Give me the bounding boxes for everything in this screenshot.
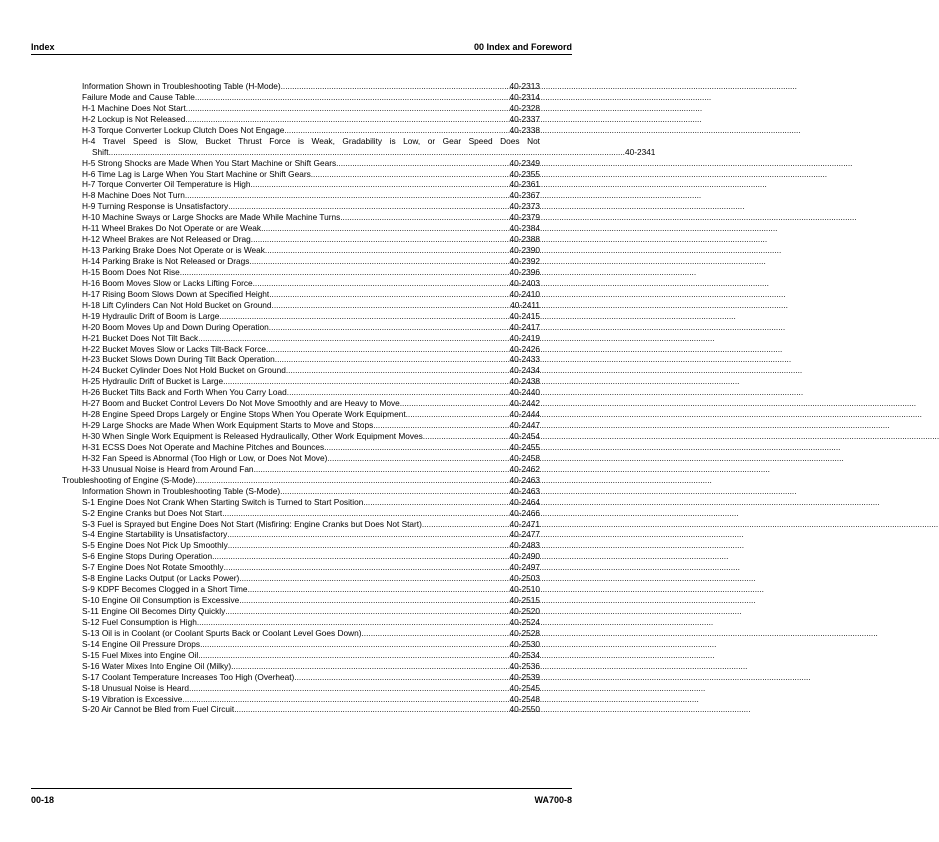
toc-entry-title: H-16 Boom Moves Slow or Lacks Lifting Force [82, 277, 253, 288]
page-footer [31, 795, 572, 805]
toc-entry-page: 40-2471 [509, 518, 540, 529]
dot-leader [198, 650, 509, 661]
toc-entry-page: 40-2341 [624, 146, 656, 157]
toc-entry-page: 40-2539 [509, 671, 540, 682]
dot-leader [286, 365, 510, 376]
toc-entry-page: 40-2379 [509, 212, 540, 223]
dot-leader [281, 81, 510, 92]
toc-entry-page: 40-2466 [509, 507, 540, 518]
toc-entry-page: 40-2520 [509, 606, 540, 616]
dot-leader [231, 661, 509, 672]
toc-entry-page: 40-2434 [509, 365, 540, 376]
toc-entry[interactable] [62, 322, 540, 333]
page-number: 00-18 [31, 795, 55, 805]
toc-entry-page: 40-2490 [509, 551, 540, 562]
toc-entry-title: S-8 Engine Lacks Output (or Lacks Power) [82, 573, 240, 584]
toc-entry-title: H-28 Engine Speed Drops Largely or Engine Stops When You Operate Work Equipment [82, 409, 406, 420]
toc-entry-title: S-7 Engine Does Not Rotate Smoothly [82, 562, 224, 573]
toc-entry-page: 40-2455 [509, 441, 540, 452]
toc-entry-page: 40-2415 [509, 310, 540, 321]
toc-entry-title: Information Shown in Troubleshooting Table (S-Mode) [82, 485, 281, 496]
toc-entry-title: S-19 Vibration is Excessive [82, 693, 183, 704]
toc-entry-title: H-7 Torque Converter Oil Temperature is High [82, 179, 251, 190]
dot-leader [224, 562, 510, 573]
toc-entry-page: 40-2411 [510, 299, 540, 310]
dot-leader [269, 289, 509, 300]
toc-entry-page: 40-2534 [509, 649, 540, 660]
header-chapter-title: 00 Index and Foreword [473, 42, 572, 52]
toc-entry-title: H-11 Wheel Brakes Do Not Operate or are Weak [82, 223, 262, 234]
toc-entry-page: 40-2355 [509, 168, 540, 179]
toc-entry-page: 40-2463 [509, 474, 540, 485]
header-section-title: Index [31, 42, 55, 52]
toc-entry[interactable] [62, 617, 540, 628]
toc-entry-title: S-12 Fuel Consumption is High [82, 616, 197, 627]
toc-entry[interactable] [62, 420, 540, 431]
dot-leader [222, 508, 509, 519]
toc-entry-title: H-30 When Single Work Equipment is Released Hydraulically, Other Work Equipment Moves [82, 431, 423, 441]
toc-entry-page: 40-2447 [509, 420, 540, 431]
toc-entry-page: 40-2497 [509, 562, 540, 573]
toc-entry-title: H-23 Bucket Slows Down During Tilt Back Operation [82, 354, 275, 365]
toc-entry[interactable] [62, 179, 540, 190]
toc-entry[interactable] [62, 584, 540, 595]
dot-leader [195, 92, 510, 103]
toc-entry-page: 40-2530 [509, 638, 540, 649]
toc-entry[interactable] [62, 540, 540, 551]
toc-entry-title: S-11 Engine Oil Becomes Dirty Quickly [82, 606, 226, 616]
toc-entry-title: Information Shown in Troubleshooting Table (H-Mode) [82, 81, 281, 91]
toc-entry[interactable] [62, 135, 656, 158]
toc-entry[interactable] [62, 387, 540, 398]
toc-entry[interactable] [62, 289, 540, 300]
dot-leader [197, 617, 510, 628]
toc-entry-title: S-5 Engine Does Not Pick Up Smoothly [82, 540, 228, 551]
toc-entry[interactable] [62, 497, 540, 508]
toc-entry[interactable] [62, 672, 540, 683]
toc-entry-page: 40-2458 [509, 452, 540, 463]
dot-leader [275, 354, 510, 365]
toc-entry[interactable] [62, 508, 540, 519]
toc-entry-title: H-2 Lockup is Not Released [82, 113, 186, 124]
toc-entry-title: H-32 Fan Speed is Abnormal (Too High or Low, or Does Not Move) [82, 452, 328, 463]
toc-entry-title: S-13 Oil is in Coolant (or Coolant Spurts Back or Coolant Level Goes Down) [82, 627, 362, 638]
toc-entry-page: 40-2454 [509, 431, 540, 441]
dot-leader [261, 223, 509, 234]
toc-entry[interactable] [62, 103, 540, 114]
toc-entry-page: 40-2442 [509, 398, 540, 409]
dot-leader [340, 212, 509, 223]
toc-entry-page: 40-2338 [509, 124, 540, 135]
toc-entry-page: 40-2524 [509, 616, 540, 627]
dot-leader [198, 333, 509, 344]
toc-entry-title: H-6 Time Lag is Large When You Start Machine or Shift Gears [82, 168, 311, 179]
toc-entry-page: 40-2510 [509, 584, 540, 595]
dot-leader [248, 584, 510, 595]
toc-entry[interactable] [62, 365, 540, 376]
toc-entry-page: 40-2390 [509, 245, 540, 256]
toc-entry-title: S-2 Engine Cranks but Does Not Start [82, 507, 223, 518]
dot-leader [234, 704, 509, 715]
toc-entry[interactable] [62, 442, 540, 453]
dot-leader [239, 595, 509, 606]
dot-leader [250, 179, 509, 190]
toc-entry-title: H-22 Bucket Moves Slow or Lacks Tilt-Back Force [82, 343, 266, 354]
toc-entry[interactable] [62, 267, 540, 278]
dot-leader [195, 475, 509, 486]
toc-entry[interactable] [62, 234, 540, 245]
toc-entry-title: H-3 Torque Converter Lockup Clutch Does Not Engage [82, 124, 285, 135]
toc-entry-title: H-9 Turning Response is Unsatisfactory [82, 201, 229, 212]
toc-entry-title: H-20 Boom Moves Up and Down During Operation [82, 321, 269, 332]
toc-entry-page: 40-2545 [509, 682, 540, 693]
toc-entry[interactable] [62, 300, 540, 311]
toc-entry[interactable] [62, 169, 540, 180]
toc-entry-title: Failure Mode and Cause Table [82, 91, 195, 102]
model-number: WA700-8 [534, 795, 572, 805]
dot-leader [336, 158, 509, 169]
toc-entry-title: H-14 Parking Brake is Not Released or Drags [82, 256, 250, 266]
toc-entry-page: 40-2438 [509, 376, 540, 387]
toc-entry[interactable] [62, 81, 540, 92]
toc-entry-title: H-13 Parking Brake Does Not Operate or is Weak [82, 245, 265, 256]
dot-leader [361, 628, 509, 639]
dot-leader [182, 694, 509, 705]
toc-entry-page: 40-2396 [509, 266, 540, 277]
dot-leader [185, 190, 510, 201]
toc-section-entry[interactable] [62, 475, 540, 486]
toc-entry[interactable] [62, 333, 540, 344]
dot-leader [186, 103, 510, 114]
dot-leader [227, 529, 509, 540]
toc-entry-page: 40-2548 [509, 693, 540, 704]
toc-entry[interactable] [62, 201, 540, 212]
toc-entry[interactable] [62, 639, 540, 650]
toc-entry-title: H-27 Boom and Bucket Control Levers Do Not Move Smoothly and are Heavy to Move [82, 398, 400, 409]
toc-entry[interactable] [62, 398, 540, 409]
toc-entry-title: H-5 Strong Shocks are Made When You Start Machine or Shift Gears [82, 157, 337, 168]
toc-entry-title: S-15 Fuel Mixes into Engine Oil [82, 649, 199, 660]
page-header [31, 38, 572, 52]
toc-entry[interactable] [62, 573, 540, 584]
dot-leader [228, 201, 509, 212]
dot-leader [400, 398, 510, 409]
dot-leader [287, 387, 510, 398]
toc-entry-title: H-10 Machine Sways or Large Shocks are Made While Machine Turns [82, 212, 341, 223]
dot-leader [254, 464, 510, 475]
dot-leader [239, 573, 509, 584]
toc-entry-page: 40-2367 [509, 190, 540, 201]
toc-entry-page: 40-2433 [509, 354, 540, 365]
toc-entry-title: H-8 Machine Does Not Turn [82, 190, 185, 201]
toc-entry-title: S-16 Water Mixes Into Engine Oil (Milky) [82, 660, 232, 671]
toc-entry-title: S-6 Engine Stops During Operation [82, 551, 213, 562]
toc-entry[interactable] [62, 464, 540, 475]
toc-entry[interactable] [62, 223, 540, 234]
toc-entry-page: 40-2410 [509, 288, 540, 299]
toc-entry[interactable] [62, 92, 540, 103]
toc-entry[interactable] [62, 650, 540, 661]
toc-entry[interactable] [62, 212, 540, 223]
toc-entry-page: 40-2361 [509, 179, 540, 190]
toc-entry[interactable] [62, 158, 540, 169]
toc-entry-title: H-24 Bucket Cylinder Does Not Hold Bucket on Ground [82, 365, 286, 376]
toc-entry[interactable] [62, 431, 540, 442]
toc-entry-title: H-4 Travel Speed is Slow, Bucket Thrust Force is Weak, Gradability is Low, or Gear Speed Does Not [82, 135, 540, 146]
toc-entry-page: 40-2483 [509, 540, 540, 551]
toc-entry-title: H-18 Lift Cylinders Can Not Hold Bucket on Ground [82, 299, 272, 310]
toc-entry[interactable] [62, 190, 540, 201]
toc-entry[interactable] [62, 245, 540, 256]
toc-entry-title: H-29 Large Shocks are Made When Work Equipment Starts to Move and Stops [82, 420, 374, 431]
dot-leader [225, 606, 509, 617]
toc-entry-title: H-15 Boom Does Not Rise [82, 266, 180, 277]
toc-entry-page: 40-2463 [509, 485, 540, 496]
toc-entry[interactable] [62, 409, 540, 420]
toc-entry-page: 40-2462 [509, 463, 540, 474]
dot-leader [249, 256, 509, 267]
toc-entry-page: 40-2426 [509, 343, 540, 354]
toc-entry-title-continued: Shift [92, 146, 109, 157]
toc-entry-title: H-1 Machine Does Not Start [82, 102, 186, 113]
toc-entry[interactable] [62, 125, 540, 136]
toc-entry-title: S-10 Engine Oil Consumption is Excessive [82, 595, 240, 606]
dot-leader [266, 344, 510, 355]
toc-entry-title: S-18 Unusual Noise is Heard [82, 682, 189, 693]
dot-leader [363, 497, 509, 508]
toc-entry[interactable] [62, 606, 540, 617]
toc-entry-title: H-33 Unusual Noise is Heard from Around Fan [82, 463, 254, 474]
toc-entry[interactable] [62, 694, 540, 705]
dot-leader [219, 311, 509, 322]
toc-entry-page: 40-2417 [509, 321, 540, 332]
toc-entry[interactable] [62, 628, 540, 639]
toc-entry-title: Troubleshooting of Engine (S-Mode) [62, 474, 196, 485]
toc-entry-page: 40-2503 [509, 573, 540, 584]
table-of-contents [62, 81, 656, 715]
toc-entry-title: S-9 KDPF Becomes Clogged in a Short Time [82, 584, 248, 595]
toc-entry-title: H-25 Hydraulic Drift of Bucket is Large [82, 376, 224, 387]
toc-entry-page: 40-2328 [509, 102, 540, 113]
dot-leader [373, 420, 509, 431]
toc-entry[interactable] [62, 683, 540, 694]
toc-entry[interactable] [62, 344, 540, 355]
toc-entry[interactable] [62, 704, 540, 715]
toc-entry-title: S-3 Fuel is Sprayed but Engine Does Not Start (Misfiring: Engine Cranks but Does Not Start) [82, 518, 422, 529]
toc-entry[interactable] [62, 519, 540, 530]
dot-leader [327, 453, 509, 464]
toc-entry[interactable] [62, 256, 540, 267]
dot-leader [284, 125, 509, 136]
toc-entry-page: 40-2515 [509, 595, 540, 606]
dot-leader [269, 322, 510, 333]
dot-leader [265, 245, 510, 256]
toc-entry-page: 40-2349 [509, 157, 540, 168]
footer-rule [31, 788, 572, 789]
toc-entry-page: 40-2550 [509, 704, 540, 715]
toc-entry[interactable] [62, 376, 540, 387]
dot-leader [272, 300, 511, 311]
toc-entry-title: S-1 Engine Does Not Crank When Starting Switch is Turned to Start Position [82, 496, 364, 507]
toc-entry[interactable] [62, 354, 540, 365]
toc-entry-page: 40-2384 [509, 223, 540, 234]
dot-leader [223, 376, 509, 387]
header-rule [31, 54, 572, 55]
dot-leader [212, 551, 509, 562]
toc-entry-page: 40-2403 [509, 277, 540, 288]
toc-entry-page: 40-2464 [509, 496, 540, 507]
dot-leader [180, 267, 510, 278]
dot-leader [406, 409, 510, 420]
toc-entry[interactable] [62, 114, 540, 125]
toc-entry-page: 40-2337 [509, 113, 540, 124]
toc-entry-title: H-21 Bucket Does Not Tilt Back [82, 332, 199, 343]
dot-leader [185, 114, 509, 125]
dot-leader [311, 169, 510, 180]
toc-entry-page: 40-2440 [509, 387, 540, 398]
dot-leader [294, 672, 509, 683]
toc-entry-title: H-31 ECSS Does Not Operate and Machine Pitches and Bounces [82, 441, 325, 452]
toc-entry-title: H-17 Rising Boom Slows Down at Specified Height [82, 288, 270, 299]
toc-entry-page: 40-2444 [509, 409, 540, 420]
toc-entry[interactable] [62, 529, 540, 540]
toc-entry-title: S-17 Coolant Temperature Increases Too High (Overheat) [82, 671, 295, 682]
toc-entry-title: S-4 Engine Startability is Unsatisfactory [82, 529, 228, 540]
toc-entry[interactable] [62, 562, 540, 573]
toc-entry-page: 40-2528 [509, 627, 540, 638]
toc-entry-page: 40-2313 [509, 81, 540, 91]
toc-entry[interactable] [62, 278, 540, 289]
dot-leader [280, 486, 509, 497]
toc-entry-title: H-19 Hydraulic Drift of Boom is Large [82, 310, 220, 321]
toc-entry-page: 40-2388 [509, 234, 540, 245]
toc-entry-page: 40-2419 [509, 332, 540, 343]
dot-leader [200, 639, 509, 650]
toc-entry[interactable] [62, 486, 540, 497]
toc-entry-page: 40-2477 [509, 529, 540, 540]
toc-entry-title: S-14 Engine Oil Pressure Drops [82, 638, 201, 649]
dot-leader [109, 147, 625, 158]
toc-entry-title: S-20 Air Cannot be Bled from Fuel Circuit [82, 704, 235, 715]
dot-leader [324, 442, 509, 453]
toc-entry-page: 40-2373 [509, 201, 540, 212]
toc-entry-page: 40-2536 [509, 660, 540, 671]
dot-leader [251, 234, 510, 245]
toc-entry-title: H-26 Bucket Tilts Back and Forth When You Carry Load [82, 387, 287, 398]
toc-entry-page: 40-2392 [509, 256, 540, 266]
toc-entry-title: H-12 Wheel Brakes are Not Released or Drag [82, 234, 251, 245]
dot-leader [228, 540, 510, 551]
dot-leader [253, 278, 510, 289]
toc-entry[interactable] [62, 551, 540, 562]
dot-leader [189, 683, 510, 694]
dot-leader [423, 431, 510, 442]
dot-leader [422, 519, 510, 530]
toc-entry[interactable] [62, 595, 540, 606]
toc-entry[interactable] [62, 661, 540, 672]
toc-entry-page: 40-2314 [509, 91, 540, 102]
toc-entry[interactable] [62, 311, 540, 322]
toc-entry[interactable] [62, 453, 540, 464]
